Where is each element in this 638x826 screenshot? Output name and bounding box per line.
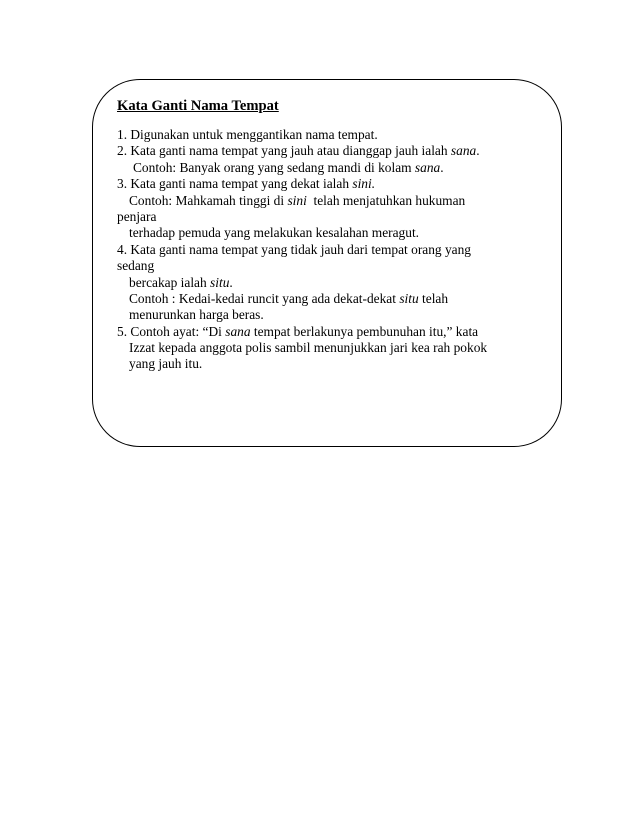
point-4-example-cont: menurunkan harga beras.	[129, 307, 264, 323]
box-content	[117, 97, 547, 373]
point-3-example-cont: terhadap pemuda yang melakukan kesalahan meragut.	[129, 225, 420, 241]
point-2: 2. Kata ganti nama tempat yang jauh atau dianggap jauh ialah sana.	[117, 143, 480, 159]
point-3: 3. Kata ganti nama tempat yang dekat ialah sini.	[117, 176, 376, 192]
point-3-example: Contoh: Mahkamah tinggi di sini telah menjatuhkan hukuman	[129, 192, 466, 208]
point-4: 4. Kata ganti nama tempat yang tidak jauh dari tempat orang yang	[117, 241, 471, 257]
point-5-cont: Izzat kepada anggota polis sambil menunjukkan jari kea rah pokok	[129, 340, 488, 356]
point-1: 1. Digunakan untuk menggantikan nama tempat.	[117, 127, 378, 142]
point-2-example: Contoh: Banyak orang yang sedang mandi di kolam sana.	[133, 159, 444, 175]
point-4-cont: bercakap ialah situ.	[129, 274, 233, 290]
section-title: Kata Ganti Nama Tempat	[117, 98, 279, 114]
point-5-end: yang jauh itu.	[129, 356, 203, 372]
point-4-wrap: sedang	[117, 258, 155, 274]
point-4-example: Contoh : Kedai-kedai runcit yang ada dekat-dekat situ telah	[129, 290, 449, 306]
point-3-example-wrap: penjara	[117, 208, 157, 224]
point-5: 5. Contoh ayat: “Di sana tempat berlakunya pembunuhan itu,” kata	[117, 323, 479, 339]
